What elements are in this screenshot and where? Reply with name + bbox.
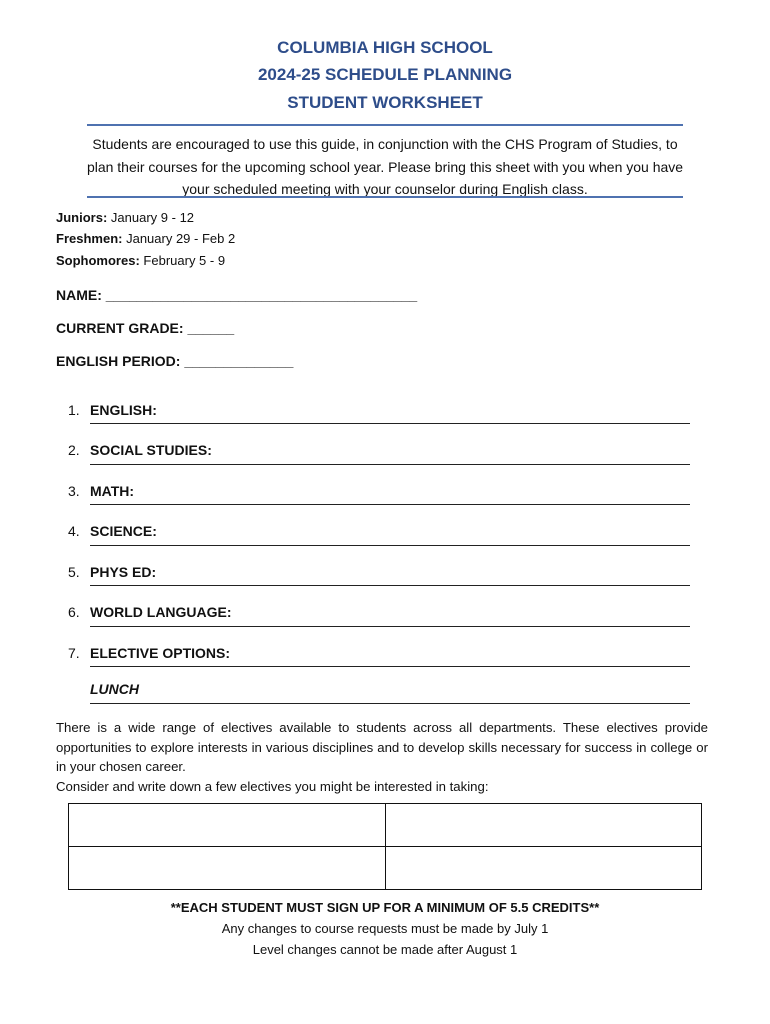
date-value: February 5 - 9 [143,253,226,268]
course-label: ENGLISH: [90,402,157,418]
elective-cell[interactable] [69,804,386,847]
date-value: January 29 - Feb 2 [126,231,236,246]
intro-text: Students are encouraged to use this guide, in conjunction with the CHS Program of Studies, to plan their courses for the upcoming school year. Please bring this sheet with you when you have your scheduled meeting with your counselor during English class. [86,136,684,197]
credits-requirement: **EACH STUDENT MUST SIGN UP FOR A MINIMUM OF 5.5 CREDITS** [170,900,600,915]
course-world-language [68,604,232,620]
meeting-date-sophomores [56,253,225,268]
current-grade-field[interactable]: CURRENT GRADE: ______ [56,320,235,336]
course-number: 3. [68,483,80,499]
course-math [68,483,134,499]
electives-prompt: Consider and write down a few electives you might be interested in taking: [56,778,489,794]
worksheet-year-title: 2024-25 SCHEDULE PLANNING [257,65,513,84]
course-label: SOCIAL STUDIES: [90,442,212,458]
course-elective-options-line[interactable] [90,666,690,667]
course-world-language-line[interactable] [90,626,690,627]
course-label: PHYS ED: [90,564,157,580]
course-label: SCIENCE: [90,523,157,539]
course-phys-ed [68,564,156,580]
school-name: COLUMBIA HIGH SCHOOL [277,38,493,57]
elective-cell[interactable] [385,804,702,847]
date-label: Sophomores: [56,253,140,268]
course-social-studies-line[interactable] [90,464,690,465]
elective-cell[interactable] [385,847,702,890]
electives-table [68,803,702,890]
course-number: 6. [68,604,80,620]
course-number: 2. [68,442,80,458]
course-number: 5. [68,564,80,580]
course-number: 7. [68,645,80,661]
lunch-label: LUNCH [90,681,139,697]
course-english-line[interactable] [90,423,690,424]
date-label: Freshmen: [56,231,123,246]
elective-cell[interactable] [69,847,386,890]
english-period-field[interactable]: ENGLISH PERIOD: ______________ [56,353,294,369]
meeting-date-juniors [56,210,194,225]
worksheet-title: STUDENT WORKSHEET [287,93,483,112]
meeting-date-freshmen [56,231,235,246]
course-label: ELECTIVE OPTIONS: [90,645,231,661]
date-value: January 9 - 12 [110,210,195,225]
electives-description [56,718,708,796]
electives-paragraph: There is a wide range of electives available to students across all departments. These electives provide opportunities to explore interests in various disciplines and to develop skills necessary for success in college or in your chosen career. [56,720,708,774]
course-number: 1. [68,402,80,418]
course-science-line[interactable] [90,545,690,546]
course-change-deadline: Any changes to course requests must be made by July 1 [221,921,549,936]
level-change-deadline: Level changes cannot be made after August 1 [252,942,518,957]
header-rule-bottom [87,196,683,198]
course-social-studies [68,442,212,458]
course-number: 4. [68,523,80,539]
course-label: WORLD LANGUAGE: [90,604,232,620]
lunch-line[interactable] [90,703,690,704]
course-label: MATH: [90,483,135,499]
course-science [68,523,157,539]
course-phys-ed-line[interactable] [90,585,690,586]
course-math-line[interactable] [90,504,690,505]
header-rule-top [87,124,683,126]
course-elective-options [68,645,230,661]
date-label: Juniors: [56,210,108,225]
course-english [68,402,157,418]
name-field[interactable]: NAME: ________________________________________ [56,287,418,303]
